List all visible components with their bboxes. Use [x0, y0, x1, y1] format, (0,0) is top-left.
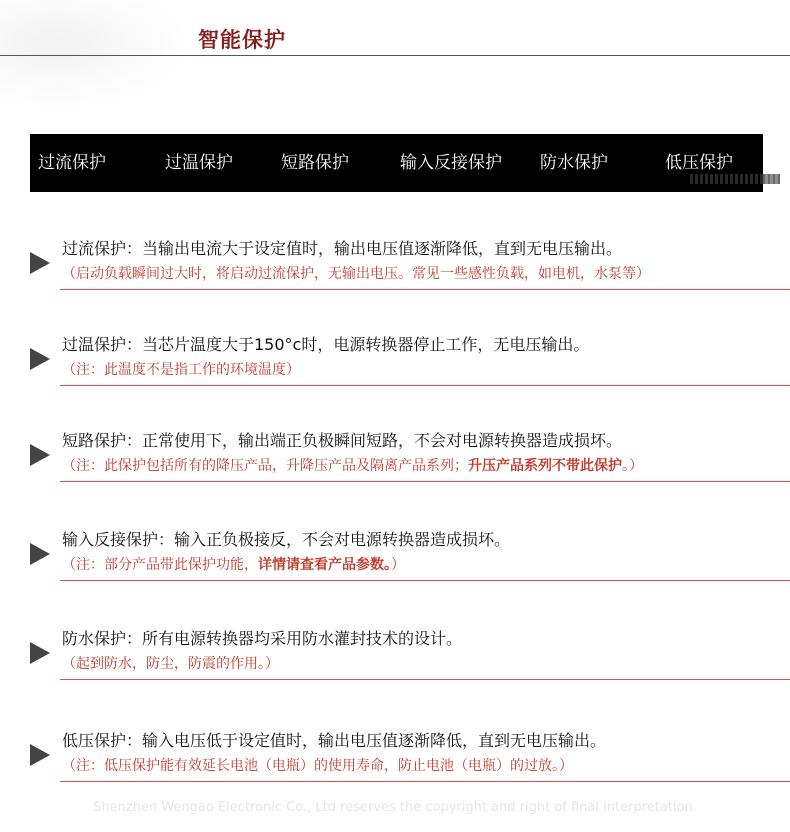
item-divider [60, 289, 790, 290]
header-divider [0, 55, 790, 56]
copyright-footer: Shenzhen Wengao Electronic Co., Ltd reserves the copyright and right of final interpretation. [93, 800, 697, 815]
item-description: 过温保护：当芯片温度大于150°c时，电源转换器停止工作，无电压输出。 [62, 335, 590, 354]
tab-reverse-input: 输入反接保护 [400, 153, 502, 173]
item-divider [60, 580, 790, 581]
item-note: （注：部分产品带此保护功能，详情请查看产品参数。） [62, 557, 405, 573]
arrow-right-icon [30, 252, 50, 274]
page-title: 智能保护 [198, 28, 286, 52]
tab-short-circuit: 短路保护 [281, 153, 349, 173]
item-description: 防水保护：所有电源转换器均采用防水灌封技术的设计。 [62, 629, 463, 648]
item-description: 输入反接保护：输入正负极接反，不会对电源转换器造成损坏。 [62, 530, 511, 549]
item-note: （注：此温度不是指工作的环境温度） [62, 362, 300, 378]
arrow-right-icon [30, 543, 50, 565]
item-divider [60, 481, 790, 482]
page-header [0, 0, 790, 60]
tab-low-voltage: 低压保护 [665, 153, 733, 173]
protection-tabs-bar [30, 134, 763, 192]
arrow-right-icon [30, 444, 50, 466]
item-divider [60, 781, 790, 782]
item-description: 低压保护：输入电压低于设定值时，输出电压值逐渐降低，直到无电压输出。 [62, 731, 607, 750]
tab-waterproof: 防水保护 [540, 153, 608, 173]
item-note: （注：低压保护能有效延长电池（电瓶）的使用寿命，防止电池（电瓶）的过放。） [62, 758, 573, 774]
tab-overtemperature: 过温保护 [165, 153, 233, 173]
item-description: 短路保护：正常使用下，输出端正负极瞬间短路，不会对电源转换器造成损坏。 [62, 431, 623, 450]
arrow-right-icon [30, 348, 50, 370]
item-description: 过流保护：当输出电流大于设定值时，输出电压值逐渐降低，直到无电压输出。 [62, 239, 623, 258]
tab-overcurrent: 过流保护 [38, 153, 106, 173]
tabs-decoration [690, 174, 780, 184]
item-divider [60, 385, 790, 386]
arrow-right-icon [30, 642, 50, 664]
item-note: （启动负载瞬间过大时，将启动过流保护，无输出电压。常见一些感性负载，如电机，水泵等） [62, 266, 650, 282]
item-note: （起到防水，防尘，防震的作用。） [62, 656, 279, 672]
arrow-right-icon [30, 744, 50, 766]
item-divider [60, 679, 790, 680]
item-note: （注：此保护包括所有的降压产品，升降压产品及隔离产品系列；升压产品系列不带此保护。） [62, 458, 643, 474]
